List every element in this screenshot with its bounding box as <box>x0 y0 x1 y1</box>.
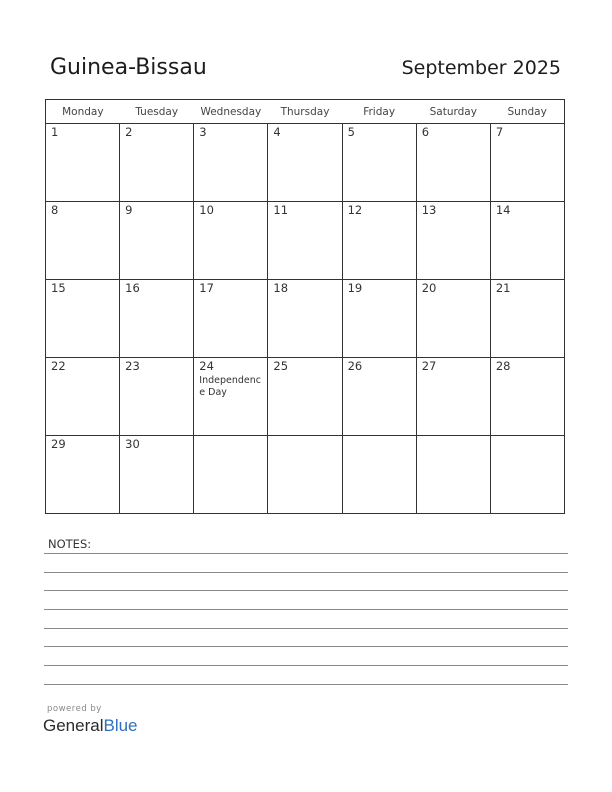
brand-logo <box>43 716 138 736</box>
day-cell <box>416 202 490 280</box>
day-number: 14 <box>495 203 511 217</box>
note-line <box>44 590 568 591</box>
day-number: 9 <box>125 203 133 217</box>
day-number: 30 <box>125 437 140 451</box>
day-cell <box>120 280 194 358</box>
calendar-grid <box>45 99 565 514</box>
day-cell <box>268 202 342 280</box>
day-cell <box>490 358 564 436</box>
day-number: 24 <box>199 359 214 373</box>
day-number: 3 <box>199 125 207 139</box>
day-cell <box>268 124 342 202</box>
day-cell <box>490 124 564 202</box>
calendar-body <box>46 124 565 514</box>
brand-blue-text: Blue <box>103 716 138 735</box>
weekday-header: Thursday <box>268 100 342 124</box>
day-cell <box>120 358 194 436</box>
week-row <box>46 358 565 436</box>
day-number: 11 <box>273 203 289 217</box>
day-number: 5 <box>347 125 355 139</box>
day-number: 22 <box>51 359 66 373</box>
day-cell <box>194 358 268 436</box>
day-cell <box>342 124 416 202</box>
day-cell <box>46 358 120 436</box>
day-cell <box>120 202 194 280</box>
day-number: 16 <box>125 281 140 295</box>
weekday-header: Tuesday <box>120 100 194 124</box>
day-number: 15 <box>51 281 66 295</box>
note-line <box>44 684 568 685</box>
day-number: 27 <box>421 359 437 373</box>
day-cell <box>342 280 416 358</box>
day-cell <box>46 202 120 280</box>
day-number: 10 <box>199 203 214 217</box>
week-row <box>46 280 565 358</box>
day-cell <box>120 436 194 514</box>
day-cell <box>194 436 268 514</box>
day-cell <box>490 202 564 280</box>
day-cell <box>46 280 120 358</box>
day-number <box>194 436 267 438</box>
note-line <box>44 646 568 647</box>
note-line <box>44 628 568 629</box>
day-cell <box>46 124 120 202</box>
day-cell <box>342 358 416 436</box>
day-number: 1 <box>51 125 59 139</box>
day-number: 29 <box>51 437 66 451</box>
note-line <box>44 665 568 666</box>
day-cell <box>194 124 268 202</box>
day-cell <box>490 436 564 514</box>
day-cell <box>268 358 342 436</box>
day-number: 23 <box>125 359 140 373</box>
week-row <box>46 124 565 202</box>
day-cell <box>46 436 120 514</box>
note-line <box>44 572 568 573</box>
day-cell <box>416 280 490 358</box>
brand-general-text: General <box>43 716 104 735</box>
day-cell <box>490 280 564 358</box>
weekday-header: Sunday <box>490 100 564 124</box>
day-number <box>417 436 490 438</box>
country-title: Guinea-Bissau <box>50 55 207 80</box>
weekday-header: Monday <box>46 100 120 124</box>
day-cell <box>342 202 416 280</box>
week-row <box>46 436 565 514</box>
powered-by-text: powered by <box>47 704 102 714</box>
day-cell <box>416 436 490 514</box>
day-number: 8 <box>51 203 59 217</box>
day-cell <box>342 436 416 514</box>
day-number: 25 <box>273 359 289 373</box>
weekday-header: Wednesday <box>194 100 268 124</box>
day-number <box>491 436 564 438</box>
day-number: 6 <box>421 125 430 139</box>
note-line <box>44 609 568 610</box>
weekday-header: Saturday <box>416 100 490 124</box>
day-number: 18 <box>273 281 289 295</box>
day-number: 13 <box>421 203 437 217</box>
day-number: 4 <box>273 125 281 139</box>
day-number: 17 <box>199 281 214 295</box>
day-number: 2 <box>125 125 133 139</box>
weekday-header: Friday <box>342 100 416 124</box>
day-number: 20 <box>421 281 437 295</box>
day-number <box>268 436 341 438</box>
day-cell <box>416 358 490 436</box>
day-number: 28 <box>495 359 511 373</box>
day-cell <box>194 280 268 358</box>
day-cell <box>416 124 490 202</box>
holiday-label: Independence Day <box>199 375 261 398</box>
day-cell <box>268 436 342 514</box>
week-row <box>46 202 565 280</box>
day-number: 21 <box>495 281 511 295</box>
notes-label: NOTES: <box>48 537 92 551</box>
day-cell <box>268 280 342 358</box>
weekday-header-row <box>46 100 565 124</box>
month-title: September 2025 <box>401 57 561 79</box>
day-cell <box>194 202 268 280</box>
note-line <box>44 553 568 554</box>
day-number: 7 <box>495 125 504 139</box>
day-number: 26 <box>347 359 363 373</box>
day-number <box>343 436 416 438</box>
day-number: 12 <box>347 203 363 217</box>
day-cell <box>120 124 194 202</box>
day-number: 19 <box>347 281 363 295</box>
